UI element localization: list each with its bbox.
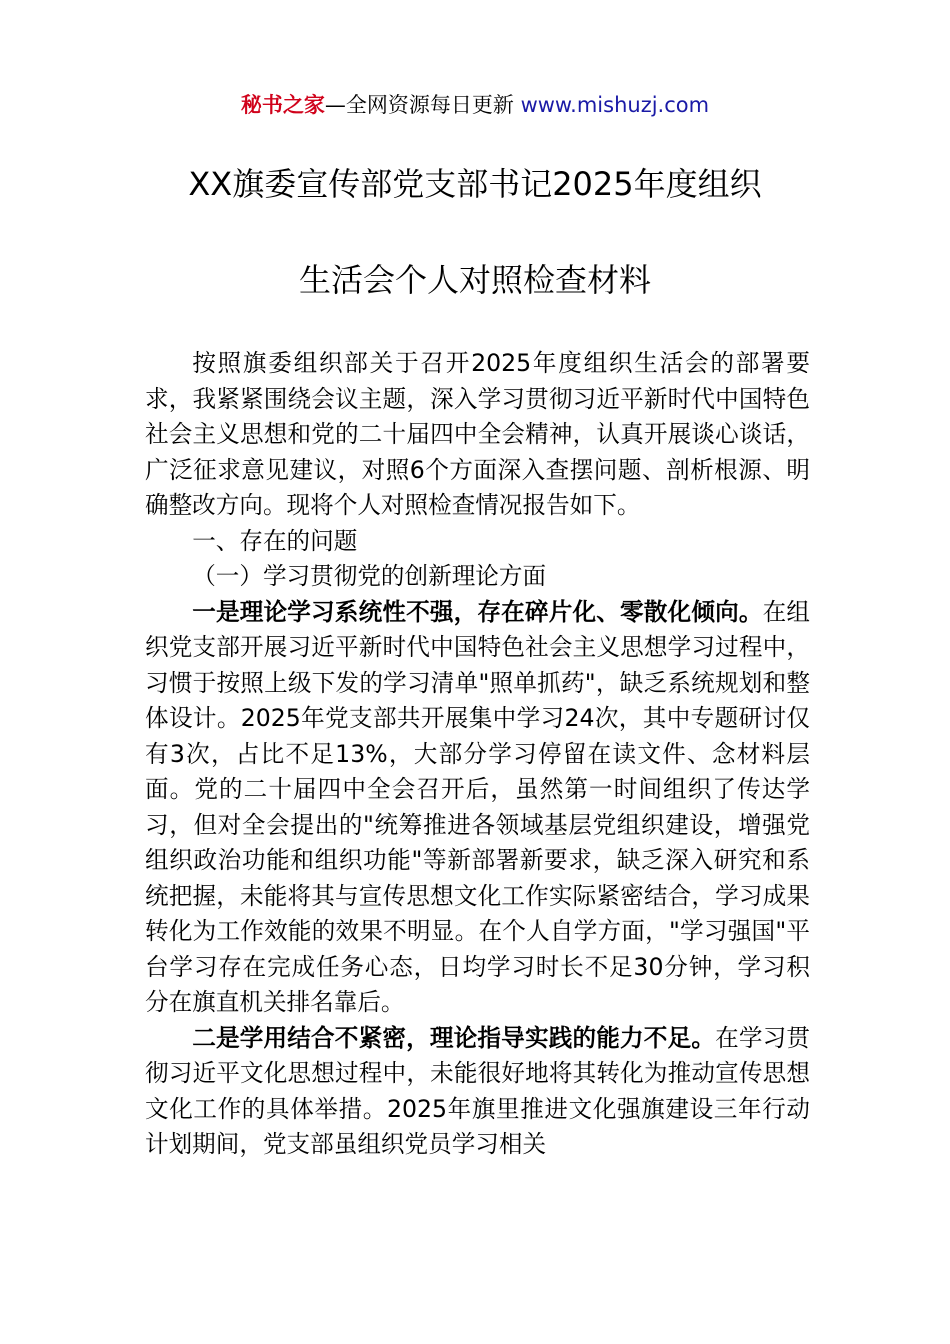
point-2-text: 在学习贯彻习近平文化思想过程中，未能很好地将其转化为推动宣传思想文化工作的具体举措。2025年旗里推进文化强旗建设三年行动计划期间，党支部虽组织党员学习相关 bbox=[145, 1023, 811, 1158]
site-header bbox=[0, 90, 950, 120]
document-title-line-1: XX旗委宣传部党支部书记2025年度组织 bbox=[188, 165, 762, 203]
point-1-lead: 一是理论学习系统性不强，存在碎片化、零散化倾向。 bbox=[192, 597, 763, 626]
point-paragraph-1 bbox=[145, 595, 810, 1021]
site-tagline: —全网资源每日更新 bbox=[324, 93, 521, 117]
section-heading: 一、存在的问题 bbox=[192, 526, 358, 555]
document-body bbox=[145, 346, 810, 1163]
document-title-line-2: 生活会个人对照检查材料 bbox=[298, 261, 651, 299]
point-1-text: 在组织党支部开展习近平新时代中国特色社会主义思想学习过程中，习惯于按照上级下发的学习清单"照单抓药"，缺乏系统规划和整体设计。2025年党支部共开展集中学习24次，其中专题研讨仅有3次，占比不足13%，大部分学习停留在读文件、念材料层面。党的二十届四中全会召开后，虽然第一时间组织了传达学习，但对全会提出的"统筹推进各领域基层党组织建设，增强党组织政治功能和组织功能"等新部署新要求，缺乏深入研究和系统把握，未能将其与宣传思想文化工作实际紧密结合，学习成果转化为工作效能的效果不明显。在个人自学方面，"学习强国"平台学习存在完成任务心态，日均学习时长不足30分钟，学习积分在旗直机关排名靠后。 bbox=[145, 597, 811, 1016]
point-2-lead: 二是学用结合不紧密，理论指导实践的能力不足。 bbox=[192, 1023, 716, 1052]
point-paragraph-2 bbox=[145, 1021, 810, 1163]
subsection-heading: （一）学习贯彻党的创新理论方面 bbox=[192, 562, 547, 590]
site-url-link[interactable]: www.mishuzj.com bbox=[520, 93, 710, 117]
site-brand: 秘书之家 bbox=[240, 93, 325, 117]
intro-paragraph: 按照旗委组织部关于召开2025年度组织生活会的部署要求，我紧紧围绕会议主题，深入学习贯彻习近平新时代中国特色社会主义思想和党的二十届四中全会精神，认真开展谈心谈话，广泛征求意见建议，对照6个方面深入查摆问题、剖析根源、明确整改方向。现将个人对照检查情况报告如下。 bbox=[145, 349, 810, 519]
